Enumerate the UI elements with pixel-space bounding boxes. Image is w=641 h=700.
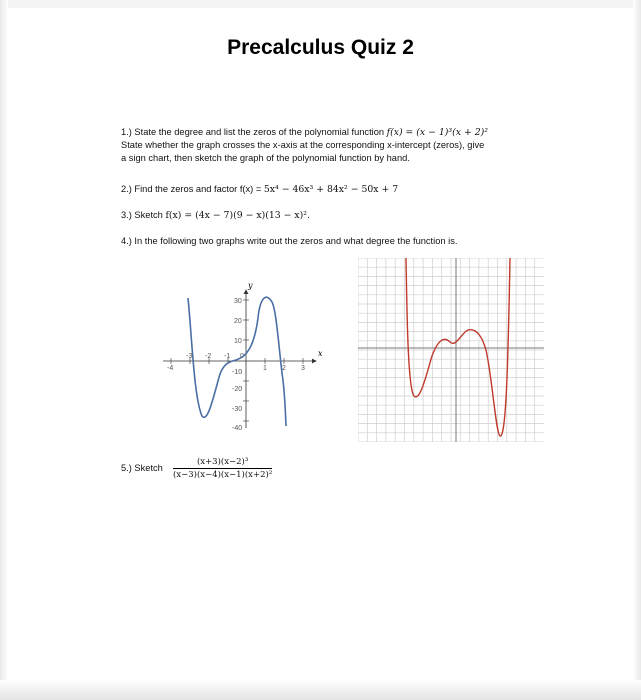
page-frame-right [633, 0, 641, 700]
graph-1-y-tick: -20 [232, 386, 243, 393]
question-5-numerator: (x+3)(x−2)³ [196, 457, 249, 467]
graph-1-y-label: y [248, 281, 253, 290]
question-5-denominator: (x−3)(x−4)(x−1)(x+2)² [173, 470, 273, 480]
question-3-text: 3.) Sketch [121, 210, 166, 220]
graph-1-x-tick: -4 [167, 365, 174, 372]
question-1-text: 1.) State the degree and list the zeros of the polynomial function [121, 127, 387, 137]
question-3 [121, 209, 561, 222]
graph-1-x-tick: 2 [282, 365, 286, 372]
question-2-function: 5x⁴ − 46x³ + 84x² − 50x + 7 [263, 184, 399, 195]
graph-1-y-tick: 30 [234, 298, 242, 305]
graph-1-y-tick: -10 [232, 369, 243, 376]
graph-1-x-tick: -3 [186, 353, 193, 360]
graph-2-curve [406, 258, 510, 436]
question-3-function: f(x) = (4x − 7)(9 − x)(13 − x)². [165, 210, 310, 221]
graph-1-x-tick: 3 [301, 365, 305, 372]
question-5-fraction [173, 457, 272, 480]
question-2 [121, 183, 561, 196]
page-frame-bottom [0, 680, 641, 700]
graph-1-y-tick: -30 [232, 406, 243, 413]
question-2-text: 2.) Find the zeros and factor f(x) = [121, 184, 264, 194]
question-4: 4.) In the following two graphs write out the zeros and what degree the function is. [121, 236, 458, 246]
graph-1 [158, 278, 328, 438]
page-frame-left [0, 0, 8, 700]
graph-1-x-tick: -1 [224, 353, 231, 360]
question-5-label: 5.) Sketch [121, 463, 163, 473]
quiz-title: Precalculus Quiz 2 [227, 36, 414, 59]
graph-1-y-tick: 10 [234, 338, 242, 345]
graph-1-x-label: x [318, 349, 323, 358]
question-1-line-1 [121, 126, 561, 139]
page-frame-top [0, 0, 641, 8]
graph-1-y-tick: 20 [234, 318, 242, 325]
question-1-line-3: a sign chart, then sketch the graph of the polynomial function by hand. [121, 153, 410, 163]
graph-2-grid [358, 258, 544, 442]
question-1 [121, 126, 561, 165]
question-1-function: f(x) = (x − 1)³(x + 2)² [386, 127, 488, 138]
graph-1-x-tick: 1 [263, 365, 267, 372]
graph-1-y-tick: -40 [232, 425, 243, 432]
graph-1-x-tick: -2 [205, 353, 212, 360]
graph-2 [358, 258, 544, 442]
question-1-line-2: State whether the graph crosses the x-axis at the corresponding x-intercept (zeros), give [121, 140, 485, 150]
graph-1-x-tick: 0 [240, 353, 244, 360]
